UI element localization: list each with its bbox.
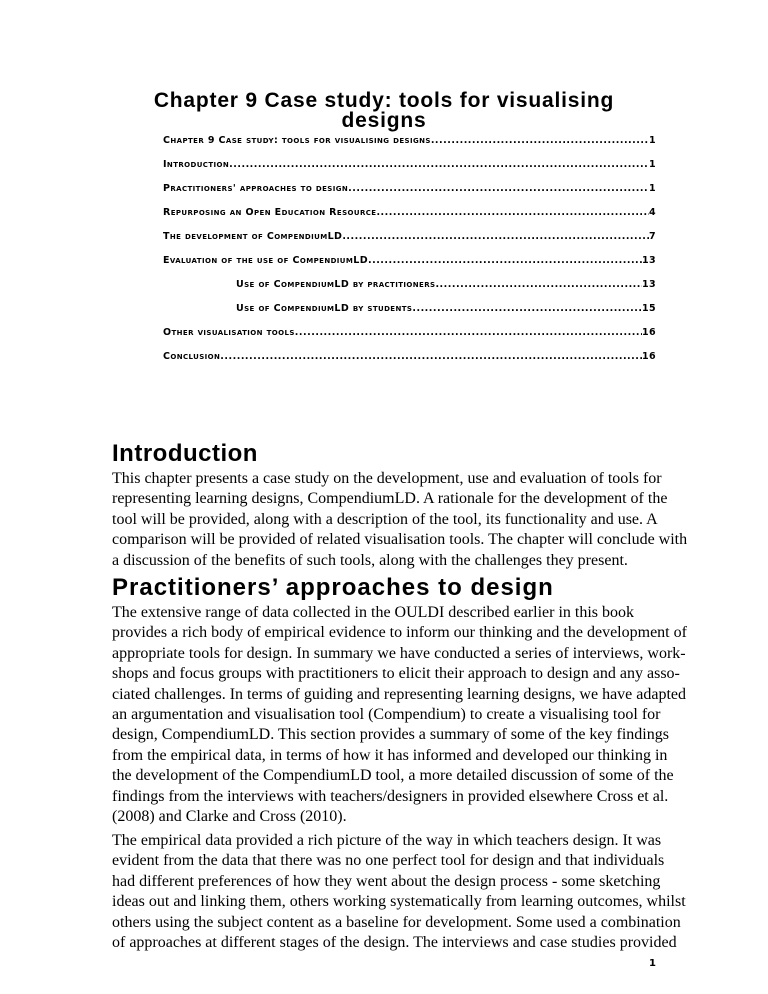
toc-entry-label: Use of CompendiumLD by practitioners (236, 279, 436, 290)
toc-entry-page: 15 (641, 303, 656, 314)
text-line: (2008) and Clarke and Cross (2010). (112, 808, 347, 825)
text-line: comparison will be provided of related visualisation tools. The chapter will conclude with (112, 531, 688, 549)
text-line: appropriate tools for design. In summary we have conducted a series of interviews, work- (112, 644, 686, 662)
text-line: tool will be provided, along with a description of the tool, its functionality and use. A (112, 510, 658, 528)
toc-leader-dots (412, 302, 642, 316)
toc-leader-dots (229, 158, 649, 172)
toc-entry-page: 13 (641, 279, 656, 290)
toc-leader-dots (368, 254, 642, 268)
text-line: representing learning designs, CompendiumLD. A rationale for the development of the (112, 490, 668, 508)
toc-entry[interactable] (163, 134, 656, 148)
toc-leader-dots (376, 206, 649, 220)
text-line: of approaches at different stages of the design. The interviews and case studies provided (112, 934, 677, 951)
toc-entry-page: 13 (641, 255, 656, 266)
toc-entry-label: The development of CompendiumLD (163, 231, 343, 242)
text-line: shops and focus groups with practitioners to elicit their approach to design and any asso- (112, 665, 680, 683)
toc-entry-label: Use of CompendiumLD by students (236, 303, 413, 314)
page-number: 1 (649, 958, 656, 969)
text-line: the development of the CompendiumLD tool, a more detailed discussion of some of the (112, 767, 674, 785)
toc-entry-page: 1 (648, 183, 656, 194)
toc-entry[interactable] (163, 326, 656, 340)
toc-entry-page: 1 (648, 159, 656, 170)
text-line: others using the subject content as a baseline for development. Some used a combination (112, 913, 681, 931)
toc-entry[interactable] (163, 254, 656, 268)
toc-entry-page: 7 (648, 231, 656, 242)
text-line: evident from the data that there was no one perfect tool for design and that individuals (112, 852, 665, 870)
text-line: The empirical data provided a rich picture of the way in which teachers design. It was (112, 832, 662, 849)
toc-entry[interactable] (236, 302, 656, 316)
toc-leader-dots (431, 134, 649, 148)
chapter-title-line-1: Chapter 9 Case study: tools for visualising (153, 89, 615, 112)
toc-entry[interactable] (163, 206, 656, 220)
toc-entry[interactable] (236, 278, 656, 292)
toc-entry-label: Evaluation of the use of CompendiumLD (163, 255, 368, 266)
text-line: provides a rich body of empirical evidence to inform our thinking and the development of (112, 624, 687, 642)
toc-entry-label: Practitioners' approaches to design (163, 183, 349, 194)
toc-leader-dots (348, 182, 649, 196)
toc-entry-page: 16 (641, 327, 656, 338)
toc-entry[interactable] (163, 182, 656, 196)
text-line: had different preferences of how they went about the design process - some sketching (112, 872, 661, 890)
text-line: from the empirical data, in terms of how it has informed and developed our thinking in (112, 746, 668, 764)
toc-entry[interactable] (163, 350, 656, 364)
toc-entry-label: Repurposing an Open Education Resource (163, 207, 377, 218)
toc-entry[interactable] (163, 230, 656, 244)
toc-leader-dots (220, 350, 642, 364)
toc-entry-label: Chapter 9 Case study: tools for visualising designs (163, 135, 431, 146)
text-line: The extensive range of data collected in the OULDI described earlier in this book (112, 604, 635, 621)
toc-entry-page: 1 (648, 135, 656, 146)
toc-entry-page: 4 (648, 207, 656, 218)
toc-leader-dots (342, 230, 649, 244)
toc-leader-dots (435, 278, 642, 292)
practitioners-heading: Practitioners’ approaches to design (112, 574, 554, 601)
chapter-title-line-2: designs (341, 109, 427, 132)
introduction-heading: Introduction (112, 440, 258, 467)
toc-leader-dots (295, 326, 642, 340)
text-line: ideas out and linking them, others working systematically from learning outcomes, whilst (112, 893, 686, 911)
text-line: an argumentation and visualisation tool (Compendium) to create a visualising tool for (112, 706, 661, 723)
text-line: findings from the interviews with teachers/designers in provided elsewhere Cross et al. (112, 787, 669, 805)
toc-entry-label: Introduction (163, 159, 230, 170)
text-line: design, CompendiumLD. This section provides a summary of some of the key findings (112, 726, 669, 744)
text-line: ciated challenges. In terms of guiding and representing learning designs, we have adapted (112, 685, 687, 703)
text-line: This chapter presents a case study on the development, use and evaluation of tools for (112, 470, 662, 487)
toc-entry-page: 16 (641, 351, 656, 362)
text-line: a discussion of the benefits of such tools, along with the challenges they present. (112, 551, 628, 569)
toc-entry-label: Conclusion (163, 351, 221, 362)
toc-entry-label: Other visualisation tools (163, 327, 295, 338)
toc-entry[interactable] (163, 158, 656, 172)
